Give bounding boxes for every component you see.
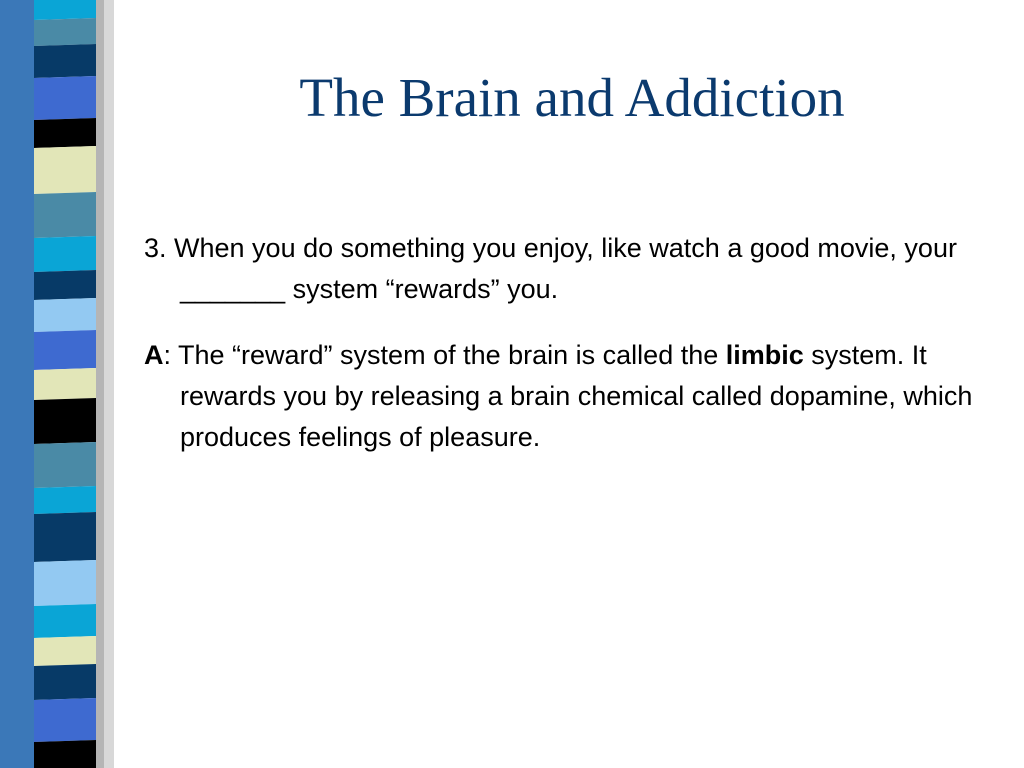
stripe-band xyxy=(34,146,96,194)
stripe-band xyxy=(34,398,96,444)
stripe-band xyxy=(34,270,96,300)
stripe-band xyxy=(34,192,96,238)
stripe-left-edge xyxy=(0,0,34,768)
stripe-band xyxy=(34,486,96,514)
stripe-band xyxy=(34,512,96,562)
stripe-band xyxy=(34,76,96,120)
stripe-band xyxy=(34,636,96,666)
stripe-band xyxy=(34,368,96,400)
stripe-band xyxy=(34,740,96,768)
slide-body xyxy=(144,228,994,458)
slide-title: The Brain and Addiction xyxy=(299,67,845,128)
decorative-stripe-bar xyxy=(0,0,120,768)
stripe-band xyxy=(34,560,96,606)
stripe-band xyxy=(34,442,96,488)
stripe-band xyxy=(34,698,96,742)
answer-text-before: : The “reward” system of the brain is called the xyxy=(163,340,726,370)
question-paragraph xyxy=(144,228,994,310)
stripe-band xyxy=(34,664,96,700)
answer-paragraph xyxy=(144,335,994,458)
stripe-group xyxy=(34,0,96,768)
stripe-band xyxy=(34,604,96,638)
stripe-band xyxy=(34,298,96,332)
question-text: 3. When you do something you enjoy, like watch a good movie, your _______ system “rewards” you. xyxy=(144,233,957,304)
answer-text-after: system. It rewards you by releasing a brain chemical called dopamine, which produces feelings of pleasure. xyxy=(180,340,973,452)
stripe-band xyxy=(34,18,96,46)
answer-label: A xyxy=(144,340,164,370)
stripe-band xyxy=(34,236,96,272)
stripe-band xyxy=(34,330,96,370)
stripe-shadow-inner xyxy=(96,0,104,768)
stripe-band xyxy=(34,0,96,20)
stripe-band xyxy=(34,44,96,78)
stripe-band xyxy=(34,118,96,148)
answer-keyword: limbic xyxy=(725,340,804,370)
